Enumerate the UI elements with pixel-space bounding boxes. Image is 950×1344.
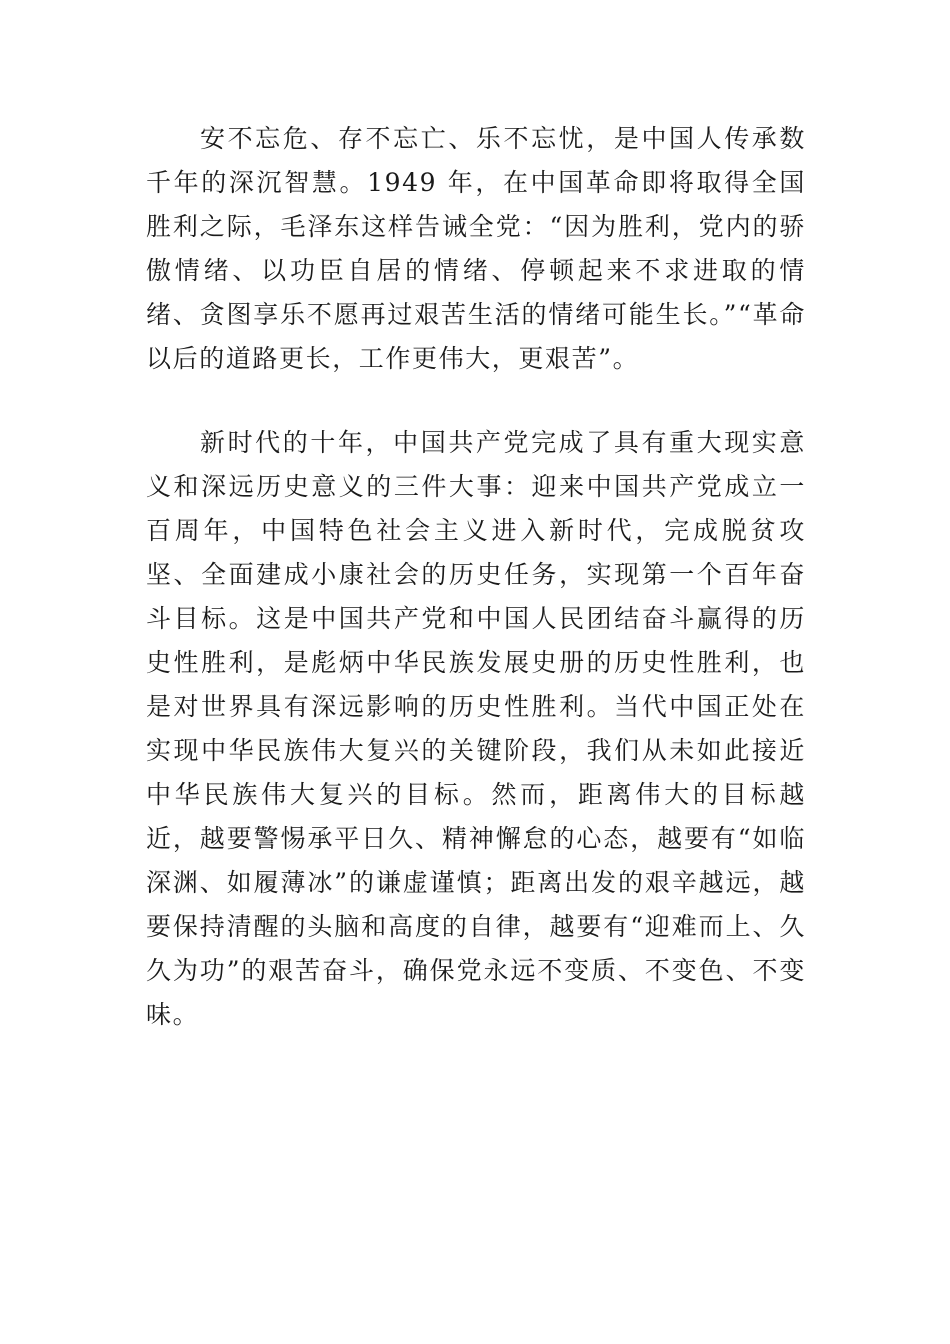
paragraph-2: 新时代的十年，中国共产党完成了具有重大现实意义和深远历史意义的三件大事：迎来中国共产党成立一百周年，中国特色社会主义进入新时代，完成脱贫攻坚、全面建成小康社会的历史任务，实现第一个百年奋斗目标。这是中国共产党和中国人民团结奋斗赢得的历史性胜利，是彪炳中华民族发展史册的历史性胜利，也是对世界具有深远影响的历史性胜利。当代中国正处在实现中华民族伟大复兴的关键阶段，我们从未如此接近中华民族伟大复兴的目标。然而，距离伟大的目标越近，越要警惕承平日久、精神懈怠的心态，越要有“如临深渊、如履薄冰”的谦虚谨慎；距离出发的艰辛越远，越要保持清醒的头脑和高度的自律，越要有“迎难而上、久久为功”的艰苦奋斗，确保党永远不变质、不变色、不变味。: [146, 428, 806, 1029]
paragraph-1: 安不忘危、存不忘亡、乐不忘忧，是中国人传承数千年的深沉智慧。1949 年，在中国革命即将取得全国胜利之际，毛泽东这样告诫全党：“因为胜利，党内的骄傲情绪、以功臣自居的情绪、停顿起来不求进取的情绪、贪图享乐不愿再过艰苦生活的情绪可能生长。”“革命以后的道路更长，工作更伟大，更艰苦”。: [146, 124, 806, 373]
